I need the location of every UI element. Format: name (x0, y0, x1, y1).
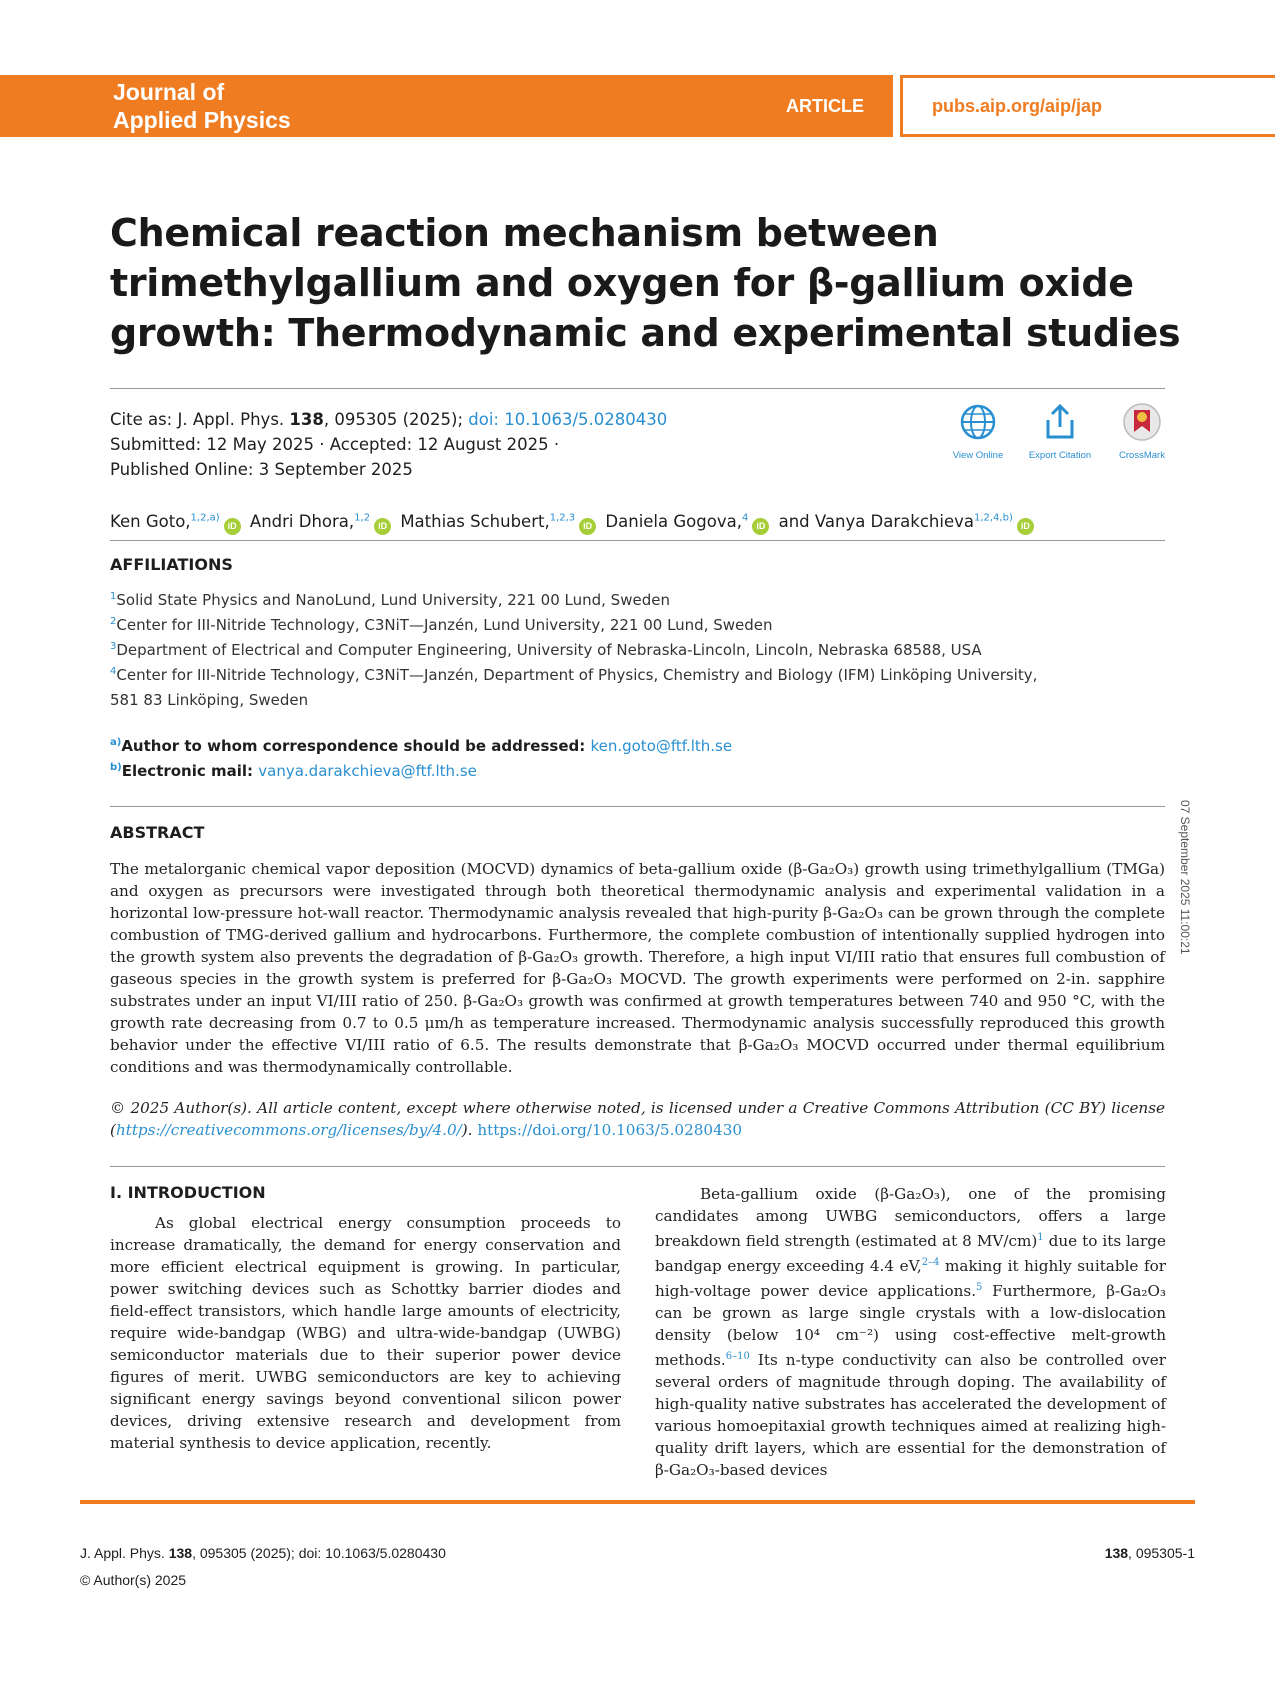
share-export-icon (1040, 402, 1080, 442)
author-name[interactable]: Daniela Gogova, (605, 512, 742, 531)
submitted-accepted-dates: Submitted: 12 May 2025 · Accepted: 12 August 2025 · (110, 435, 560, 454)
journal-name[interactable] (113, 78, 291, 134)
footnote-mark: b) (110, 762, 122, 773)
author-affil-sup: 1,2,3 (549, 512, 576, 524)
author-affil-sup: 4 (741, 512, 749, 524)
title-line-3: growth: Thermodynamic and experimental studies (110, 311, 1181, 355)
license-statement (110, 1097, 1165, 1141)
intro-right-column (655, 1183, 1166, 1481)
affiliation-number: 3 (110, 641, 117, 652)
title-line-2: trimethylgallium and oxygen for β-gallium oxide (110, 261, 1134, 305)
affiliation-item (110, 591, 670, 609)
affiliation-number: 2 (110, 616, 117, 627)
intro-paragraph-2 (655, 1183, 1166, 1481)
author-affil-sup: 1,2 (354, 512, 371, 524)
journal-name-line1: Journal of (113, 79, 225, 105)
license-text: © 2025 Author(s). All article content, except where otherwise noted, is licensed under a Creative Commons Attribution (CC BY) license ( (110, 1099, 1165, 1139)
abstract-heading: ABSTRACT (110, 823, 205, 842)
orcid-icon[interactable]: iD (1017, 518, 1034, 535)
footer-cite-prefix: J. Appl. Phys. (80, 1545, 169, 1561)
crossmark-label: CrossMark (1119, 450, 1165, 461)
cite-volume: 138 (289, 410, 324, 429)
article-type-label: ARTICLE (786, 96, 864, 116)
footer-page-volume: 138 (1104, 1545, 1129, 1561)
paragraph-text: making it highly suitable for high-voltage power device applications. (655, 1257, 1166, 1301)
globe-icon (958, 402, 998, 442)
paragraph-text: Its n-type conductivity can also be controlled over several orders of magnitude through doping. The availability of high-quality native substrates has accelerated the development of various homoepitaxial growth techniques aimed at realizing high-quality drift layers, which are essential for the demonstration of β-Ga₂O₃-based devices (655, 1351, 1166, 1480)
affiliation-text: 581 83 Linköping, Sweden (110, 691, 309, 709)
author-name[interactable]: Mathias Schubert, (400, 512, 550, 531)
author-affil-sup: 1,2,4,b) (973, 512, 1013, 524)
article-title (110, 208, 1200, 358)
paragraph-text: due to its large bandgap energy exceeding 4.4 eV, (655, 1232, 1166, 1276)
crossmark-icon (1122, 402, 1162, 442)
journal-name-line2: Applied Physics (113, 107, 291, 133)
cite-prefix: Cite as: J. Appl. Phys. (110, 410, 290, 429)
orcid-icon[interactable]: iD (224, 518, 241, 535)
footer-page-number (1105, 1545, 1195, 1561)
paragraph-text: Furthermore, β-Ga₂O₃ can be grown as large single crystals with a low-dislocation density (below 10⁴ cm⁻²) using cost-effective melt-growth methods. (655, 1282, 1166, 1370)
license-text-close: ). (461, 1121, 478, 1139)
author-affil-sup: 1,2,a) (190, 512, 220, 524)
electronic-mail-label: Electronic mail: (121, 762, 259, 780)
affiliation-text: Center for III-Nitride Technology, C3NiT—Janzén, Lund University, 221 00 Lund, Sweden (116, 616, 773, 634)
citation-ref-link[interactable]: 5 (976, 1282, 983, 1294)
affiliation-item (110, 666, 1037, 684)
introduction-heading: I. INTRODUCTION (110, 1183, 266, 1202)
affiliation-text: Center for III-Nitride Technology, C3NiT—Janzén, Department of Physics, Chemistry and Biology (IFM) Linköping University, (116, 666, 1038, 684)
crossmark-button[interactable] (1097, 402, 1187, 461)
affiliation-item-continued (110, 691, 308, 709)
orcid-icon[interactable]: iD (752, 518, 769, 535)
footer-cite-rest: , 095305 (2025); doi: 10.1063/5.0280430 (192, 1545, 446, 1561)
correspondence-divider (110, 806, 1165, 807)
intro-paragraph-1: As global electrical energy consumption proceeds to increase dramatically, the demand for energy conservation and more efficient electrical equipment is growing. In particular, power switching devices such as Schottky barrier diodes and field-effect transistors, which handle large amounts of electricity, require wide-bandgap (WBG) and ultra-wide-bandgap (UWBG) semiconductor materials due to their superior power device figures of merit. UWBG semiconductors are key to achieving significant energy savings beyond conventional silicon power devices, driving extensive research and development from material synthesis to device application, recently. (110, 1214, 621, 1452)
electronic-mail-link[interactable]: vanya.darakchieva@ftf.lth.se (258, 762, 477, 780)
paragraph-text: Beta-gallium oxide (β-Ga₂O₃), one of the promising candidates among UWBG semiconductors, offers a large breakdown field strength (estimated at 8 MV/cm) (655, 1185, 1166, 1251)
view-online-label: View Online (952, 450, 1004, 461)
author-name[interactable]: Ken Goto, (110, 512, 191, 531)
doi-link[interactable]: doi: 10.1063/5.0280430 (468, 410, 668, 429)
electronic-mail-line (110, 762, 477, 780)
cite-as-line (110, 410, 667, 429)
export-citation-button[interactable] (1015, 402, 1105, 461)
export-citation-label: Export Citation (1028, 450, 1092, 461)
published-date: Published Online: 3 September 2025 (110, 460, 413, 479)
download-timestamp: 07 September 2025 11:00:21 (1178, 800, 1192, 955)
affiliation-text: Solid State Physics and NanoLund, Lund University, 221 00 Lund, Sweden (116, 591, 670, 609)
correspondence-line (110, 737, 732, 755)
affiliation-text: Department of Electrical and Computer Engineering, University of Nebraska-Lincoln, Lincoln, Nebraska 68588, USA (116, 641, 982, 659)
cc-license-link[interactable]: https://creativecommons.org/licenses/by/4.0/ (115, 1121, 462, 1139)
footer-copyright: © Author(s) 2025 (80, 1572, 187, 1588)
footer-volume: 138 (168, 1545, 193, 1561)
doi-url-link[interactable]: https://doi.org/10.1063/5.0280430 (477, 1121, 743, 1139)
author-name[interactable]: Andri Dhora, (249, 512, 355, 531)
footer-divider (80, 1500, 1195, 1504)
citation-ref-link[interactable]: 1 (1037, 1232, 1044, 1243)
affiliation-number: 1 (110, 591, 117, 602)
view-online-button[interactable] (933, 402, 1023, 461)
author-name[interactable]: and Vanya Darakchieva (778, 512, 974, 531)
footer-page-rest: , 095305-1 (1128, 1545, 1195, 1561)
title-line-1: Chemical reaction mechanism between (110, 211, 939, 255)
affiliation-item (110, 616, 773, 634)
citation-ref-link[interactable]: 6–10 (725, 1351, 750, 1363)
cite-rest: , 095305 (2025); (323, 410, 469, 429)
affiliation-number: 4 (110, 666, 117, 677)
author-list (110, 512, 1038, 535)
footnote-mark: a) (110, 737, 122, 748)
journal-url-link[interactable]: pubs.aip.org/aip/jap (932, 96, 1103, 116)
orcid-icon[interactable]: iD (374, 518, 391, 535)
orcid-icon[interactable]: iD (579, 518, 596, 535)
authors-divider (110, 540, 1165, 541)
correspondence-label: Author to whom correspondence should be addressed: (121, 737, 591, 755)
affiliations-heading: AFFILIATIONS (110, 555, 233, 574)
affiliation-item (110, 641, 982, 659)
abstract-divider (110, 1166, 1165, 1167)
correspondence-email-link[interactable]: ken.goto@ftf.lth.se (590, 737, 733, 755)
citation-ref-link[interactable]: 2–4 (921, 1257, 940, 1269)
footer-citation (80, 1545, 446, 1561)
title-divider (110, 388, 1165, 389)
abstract-text: The metalorganic chemical vapor deposition (MOCVD) dynamics of beta-gallium oxide (β-Ga₂O₃) growth using trimethylgallium (TMGa) and oxygen as precursors were investigated through both theoretical thermodynamic analysis and experimental validation in a horizontal low-pressure hot-wall reactor. Thermodynamic analysis revealed that high-purity β-Ga₂O₃ can be grown through the complete combustion of TMG-derived gallium and hydrocarbons. Furthermore, the complete combustion of intentionally supplied hydrogen into the growth system also prevents the degradation of β-Ga₂O₃ growth. Therefore, a high input VI/III ratio that ensures full combustion of gaseous species in the growth system is preferred for β-Ga₂O₃ MOCVD. The growth experiments were performed on 2-in. sapphire substrates under an input VI/III ratio of 250. β-Ga₂O₃ growth was confirmed at growth temperatures between 740 and 950 °C, with the growth rate decreasing from 0.7 to 0.5 μm/h as temperature increased. Thermodynamic analysis successfully reproduced this growth behavior under the effective VI/III ratio of 6.5. The results demonstrate that β-Ga₂O₃ MOCVD occurred under thermal equilibrium conditions and was thermodynamically controllable. (110, 860, 1165, 1076)
intro-left-column (110, 1212, 621, 1454)
